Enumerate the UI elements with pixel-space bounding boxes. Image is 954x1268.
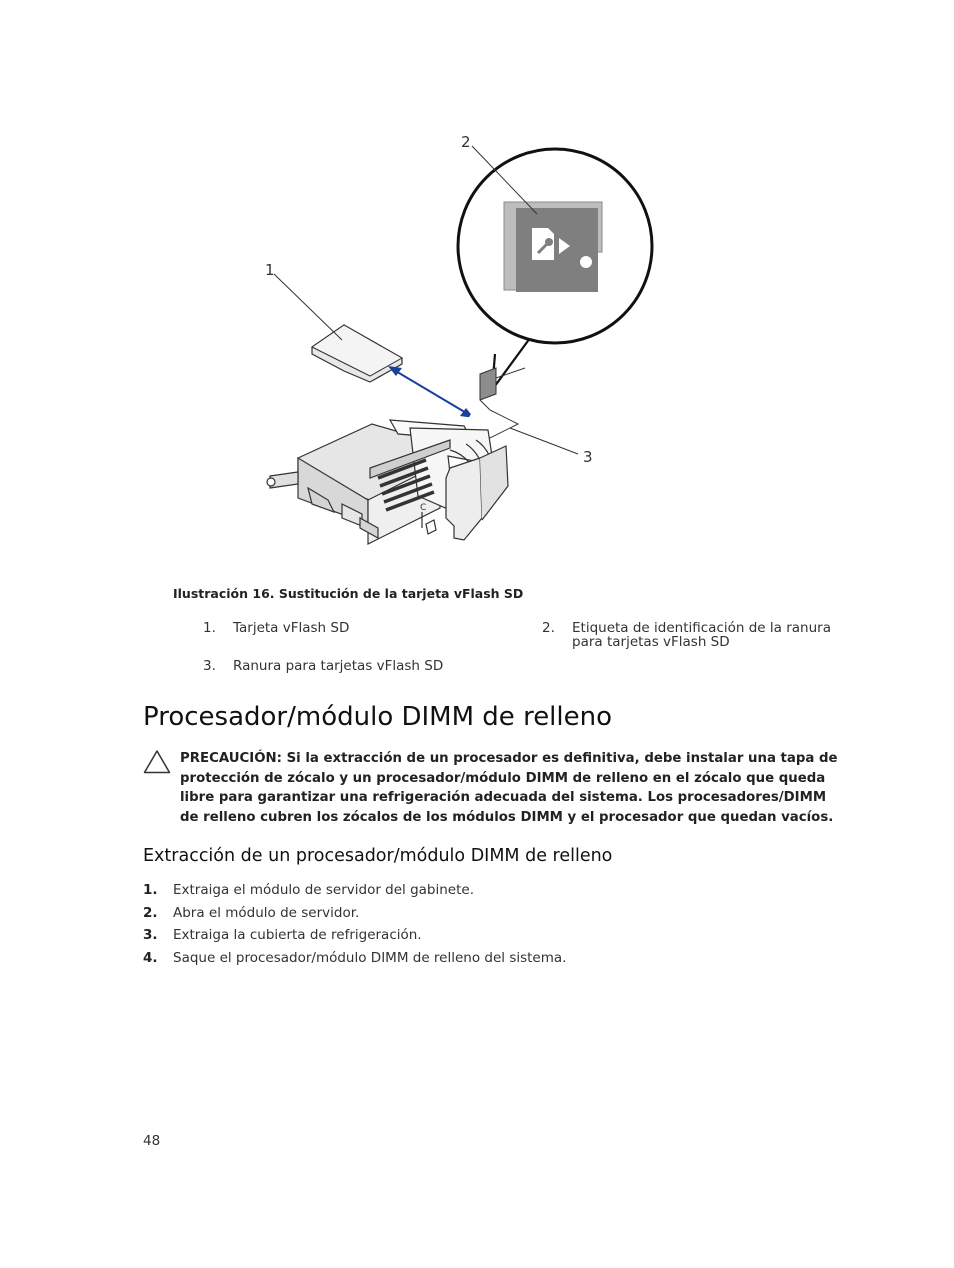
svg-text:C: C xyxy=(420,503,427,513)
caution-text: PRECAUCIÓN: Si la extracción de un procesador es definitiva, debe instalar una tapa de protección de zócalo y un procesador/módulo DIMM de relleno en el zócalo que queda libre para garantizar una refrigeración adecuada del sistema. Los procesadores/DIMM de relleno cubren los zócalos de los módulos DIMM y el procesador que quedan vacíos. xyxy=(180,751,838,825)
legend-item-text: Etiqueta de identificación de la ranura para tarjetas vFlash SD xyxy=(572,620,831,650)
callout-2: 2 xyxy=(461,133,471,151)
caution-triangle-icon xyxy=(143,749,171,774)
vflash-sd-card xyxy=(312,325,402,382)
legend-item xyxy=(203,659,503,673)
list-item xyxy=(143,926,843,949)
legend-item-number: 2. xyxy=(542,620,555,636)
section-title: Procesador/módulo DIMM de relleno xyxy=(143,702,613,732)
insertion-arrow xyxy=(388,366,474,418)
list-item xyxy=(143,904,843,927)
slot-id-label-zoom xyxy=(504,202,602,292)
page-number: 48 xyxy=(143,1133,161,1149)
step-number: 3. xyxy=(143,927,158,943)
legend-item-number: 3. xyxy=(203,658,216,674)
step-text: Abra el módulo de servidor. xyxy=(173,904,360,921)
subsection-title: Extracción de un procesador/módulo DIMM de relleno xyxy=(143,846,613,866)
step-number: 2. xyxy=(143,904,158,921)
list-item xyxy=(143,949,843,972)
procedure-steps xyxy=(143,881,843,971)
legend-item-text: Ranura para tarjetas vFlash SD xyxy=(233,658,444,674)
callout-3: 3 xyxy=(583,448,593,466)
legend-item xyxy=(203,621,503,635)
legend-item-number: 1. xyxy=(203,620,216,636)
step-text: Saque el procesador/módulo DIMM de relleno del sistema. xyxy=(173,949,567,966)
figure-caption: Ilustración 16. Sustitución de la tarjeta vFlash SD xyxy=(173,586,524,601)
step-text: Extraiga la cubierta de refrigeración. xyxy=(173,927,422,943)
vflash-illustration xyxy=(250,128,670,558)
step-text: Extraiga el módulo de servidor del gabinete. xyxy=(173,882,475,898)
step-number: 4. xyxy=(143,949,158,966)
list-item xyxy=(143,881,843,904)
legend-item-text: Tarjeta vFlash SD xyxy=(233,620,350,636)
legend-item xyxy=(542,621,842,649)
step-number: 1. xyxy=(143,882,158,898)
callout-1: 1 xyxy=(265,261,275,279)
vflash-slot-module xyxy=(267,420,508,544)
